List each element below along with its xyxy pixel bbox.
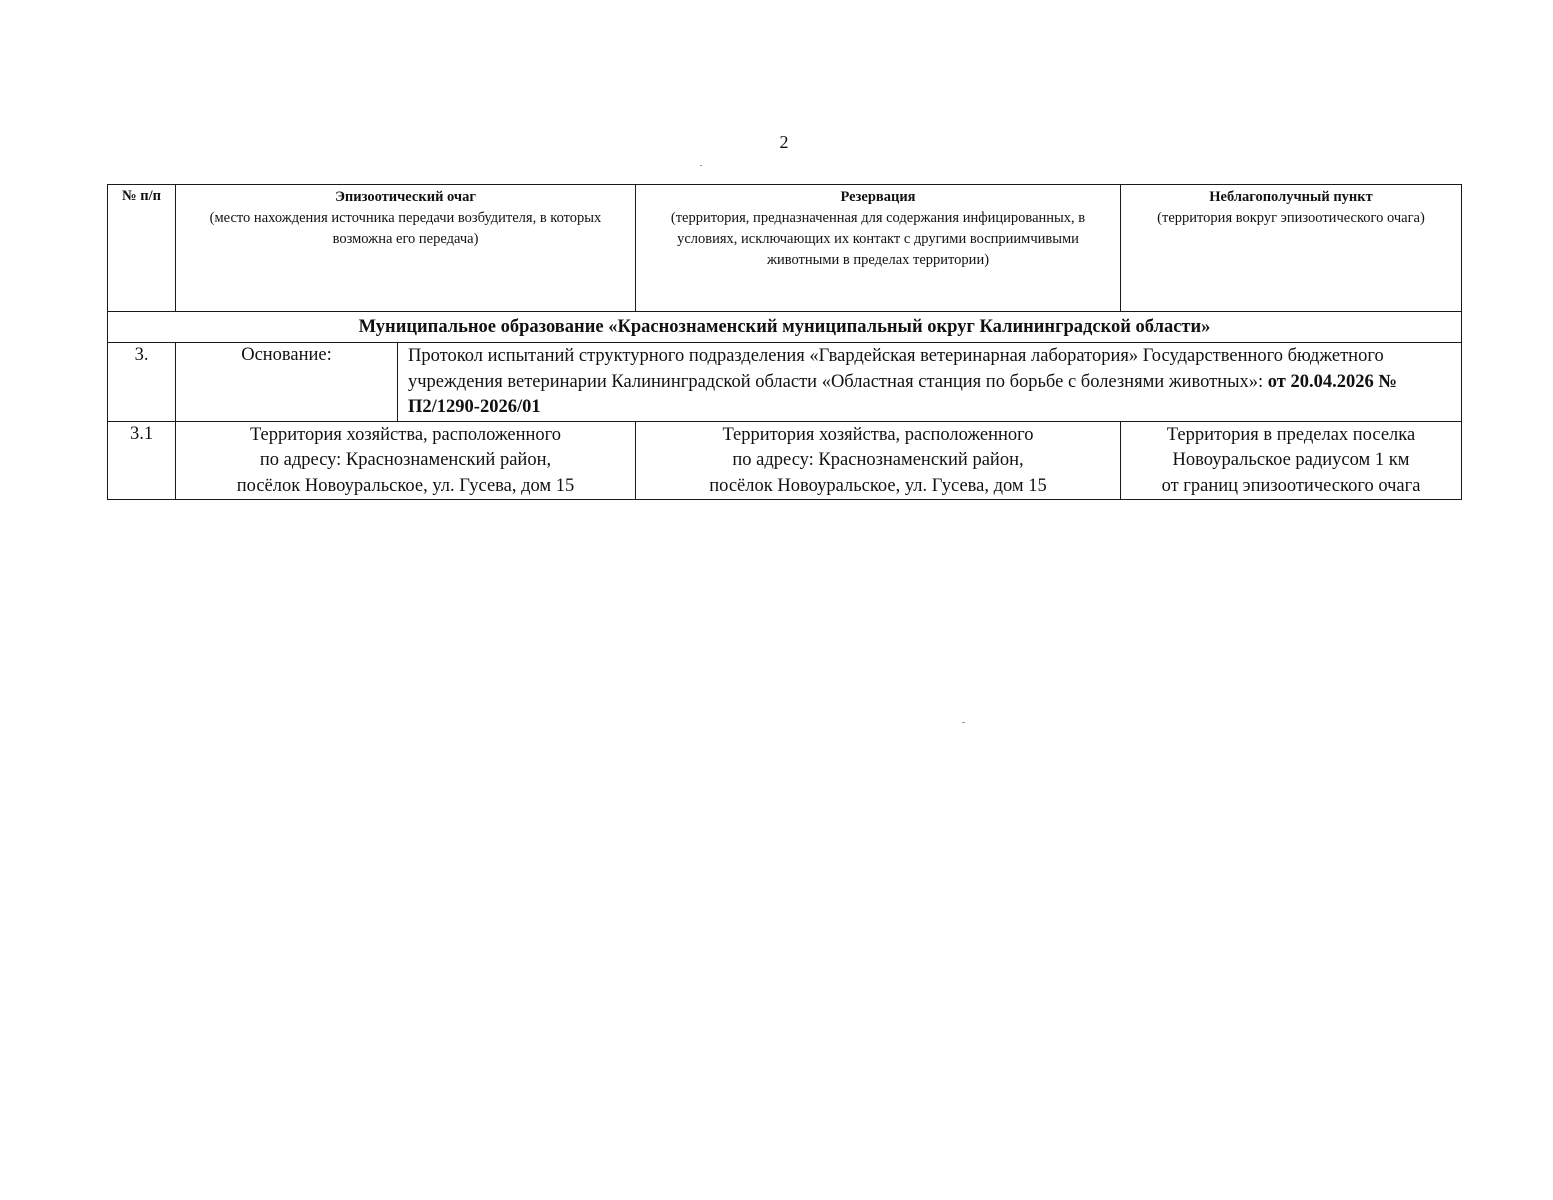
header-focus-subtitle: (место нахождения источника передачи возбудителя, в которых возможна его передача) (209, 210, 602, 247)
header-num: № п/п (108, 185, 176, 312)
focus-line-3: посёлок Новоуральское, ул. Гусева, дом 15 (236, 475, 575, 496)
scan-speck (962, 722, 965, 723)
data-row (108, 421, 1462, 500)
header-focus-title: Эпизоотический очаг (335, 189, 476, 205)
data-row-number: 3.1 (108, 421, 176, 500)
point-cell (1121, 421, 1462, 500)
focus-line-2: по адресу: Краснознаменский район, (259, 450, 552, 470)
header-reservation-subtitle: (территория, предназначенная для содержания инфицированных, в условиях, исключающих их контакт с другими восприимчивыми животными в пределах территории) (670, 210, 1086, 268)
header-reservation (636, 185, 1121, 312)
basis-text (398, 343, 1462, 422)
municipality-row (108, 312, 1462, 343)
restriction-table (107, 184, 1462, 500)
point-line-2: Новоуральское радиусом 1 км (1172, 450, 1410, 470)
reservation-cell (636, 421, 1121, 500)
reservation-line-2: по адресу: Краснознаменский район, (732, 450, 1024, 470)
reservation-line-1: Территория хозяйства, расположенного (722, 424, 1034, 445)
header-focus (176, 185, 636, 312)
municipality-title: Муниципальное образование «Краснознаменский муниципальный округ Калининградской области» (108, 312, 1462, 343)
focus-line-1: Территория хозяйства, расположенного (249, 424, 562, 445)
basis-text-body: Протокол испытаний структурного подразделения «Гвардейская ветеринарная лаборатория» Государственного бюджетного учреждения ветеринарии Калининградской области «Областная станция по борьбе с болезнями животных»: (408, 346, 1384, 392)
focus-cell (176, 421, 636, 500)
basis-row (108, 343, 1462, 422)
header-point-title: Неблагополучный пункт (1209, 189, 1373, 205)
header-point-subtitle: (территория вокруг эпизоотического очага) (1157, 210, 1425, 226)
point-line-1: Территория в пределах поселка (1166, 424, 1416, 445)
scan-speck (700, 165, 702, 166)
header-reservation-title: Резервация (840, 189, 916, 205)
basis-row-number: 3. (108, 343, 176, 422)
page-number: 2 (779, 132, 789, 152)
reservation-line-3: посёлок Новоуральское, ул. Гусева, дом 15 (709, 475, 1047, 496)
header-point (1121, 185, 1462, 312)
table-header-row (108, 185, 1462, 312)
basis-label: Основание: (176, 343, 398, 422)
point-line-3: от границ эпизоотического очага (1161, 475, 1421, 496)
basis-protocol-ref: от 20.04.2026 № П2/1290-2026/01 (408, 371, 1397, 417)
